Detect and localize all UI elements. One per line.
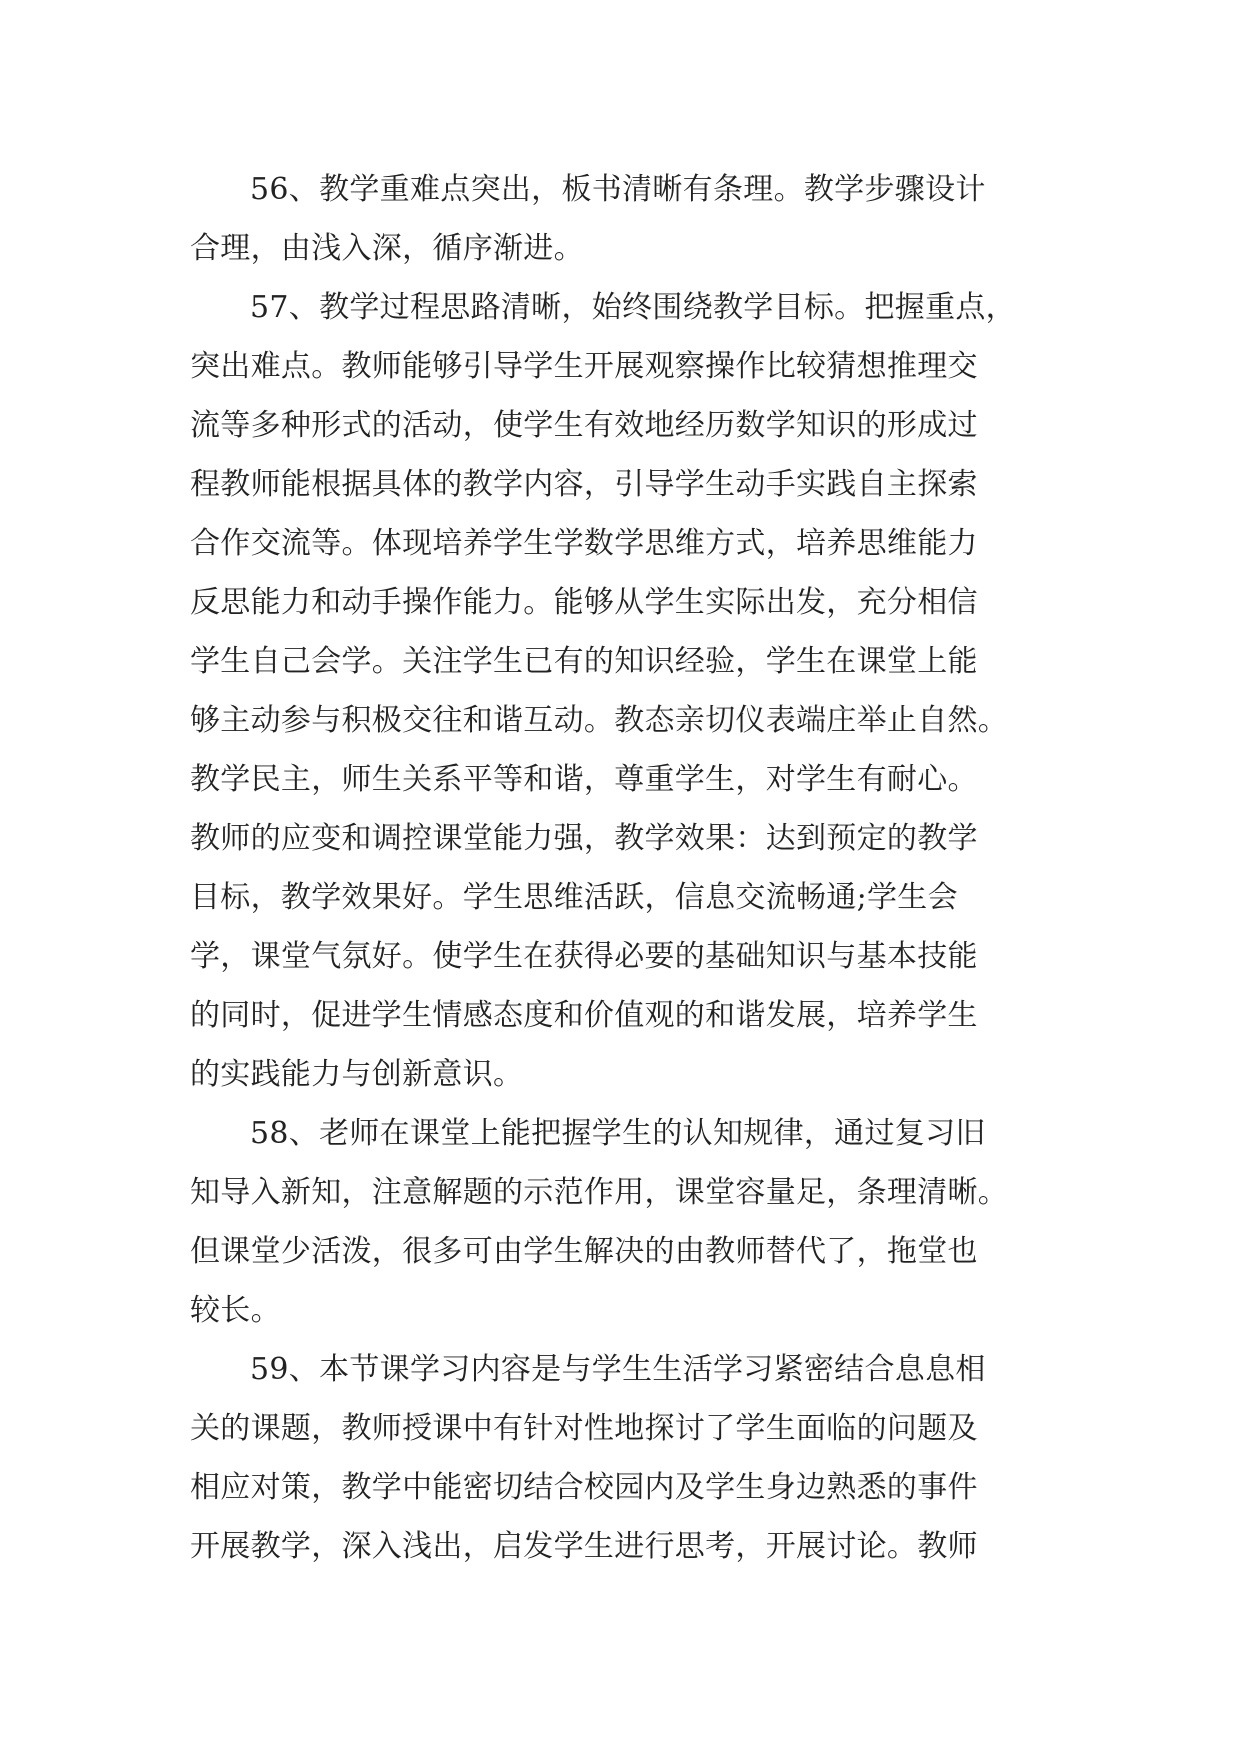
text-line: 程教师能根据具体的教学内容，引导学生动手实践自主探索	[190, 467, 978, 502]
text-line: 教师的应变和调控课堂能力强，教学效果：达到预定的教学	[190, 821, 978, 856]
text-line: 关的课题，教师授课中有针对性地探讨了学生面临的问题及	[190, 1411, 978, 1446]
text-line: 合作交流等。体现培养学生学数学思维方式，培养思维能力	[190, 526, 978, 561]
text-line: 流等多种形式的活动，使学生有效地经历数学知识的形成过	[190, 408, 978, 443]
document-body	[190, 160, 1050, 1576]
text-line: 目标，教学效果好。学生思维活跃，信息交流畅通;学生会	[190, 880, 958, 915]
text-line: 突出难点。教师能够引导学生开展观察操作比较猜想推理交	[190, 349, 978, 384]
paragraph-first-line: 56、教学重难点突出，板书清晰有条理。教学步骤设计	[250, 172, 986, 207]
text-line: 学生自己会学。关注学生已有的知识经验，学生在课堂上能	[190, 644, 978, 679]
text-line: 学，课堂气氛好。使学生在获得必要的基础知识与基本技能	[190, 939, 978, 974]
text-line: 但课堂少活泼，很多可由学生解决的由教师替代了，拖堂也	[190, 1234, 978, 1269]
text-line: 开展教学，深入浅出，启发学生进行思考，开展讨论。教师	[190, 1529, 978, 1564]
text-line: 相应对策，教学中能密切结合校园内及学生身边熟悉的事件	[190, 1470, 978, 1505]
paragraph-first-line: 59、本节课学习内容是与学生生活学习紧密结合息息相	[250, 1352, 986, 1387]
text-line: 合理，由浅入深，循序渐进。	[190, 231, 584, 266]
text-line: 知导入新知，注意解题的示范作用，课堂容量足，条理清晰。	[190, 1175, 1009, 1210]
text-line: 的同时，促进学生情感态度和价值观的和谐发展，培养学生	[190, 998, 978, 1033]
text-line: 较长。	[190, 1293, 281, 1328]
text-line: 够主动参与积极交往和谐互动。教态亲切仪表端庄举止自然。	[190, 703, 1009, 738]
text-line: 教学民主，师生关系平等和谐，尊重学生，对学生有耐心。	[190, 762, 978, 797]
paragraph-first-line: 58、老师在课堂上能把握学生的认知规律，通过复习旧	[250, 1116, 986, 1151]
text-line: 反思能力和动手操作能力。能够从学生实际出发，充分相信	[190, 585, 978, 620]
paragraph-first-line: 57、教学过程思路清晰，始终围绕教学目标。把握重点，	[250, 290, 1016, 325]
text-line: 的实践能力与创新意识。	[190, 1057, 524, 1092]
